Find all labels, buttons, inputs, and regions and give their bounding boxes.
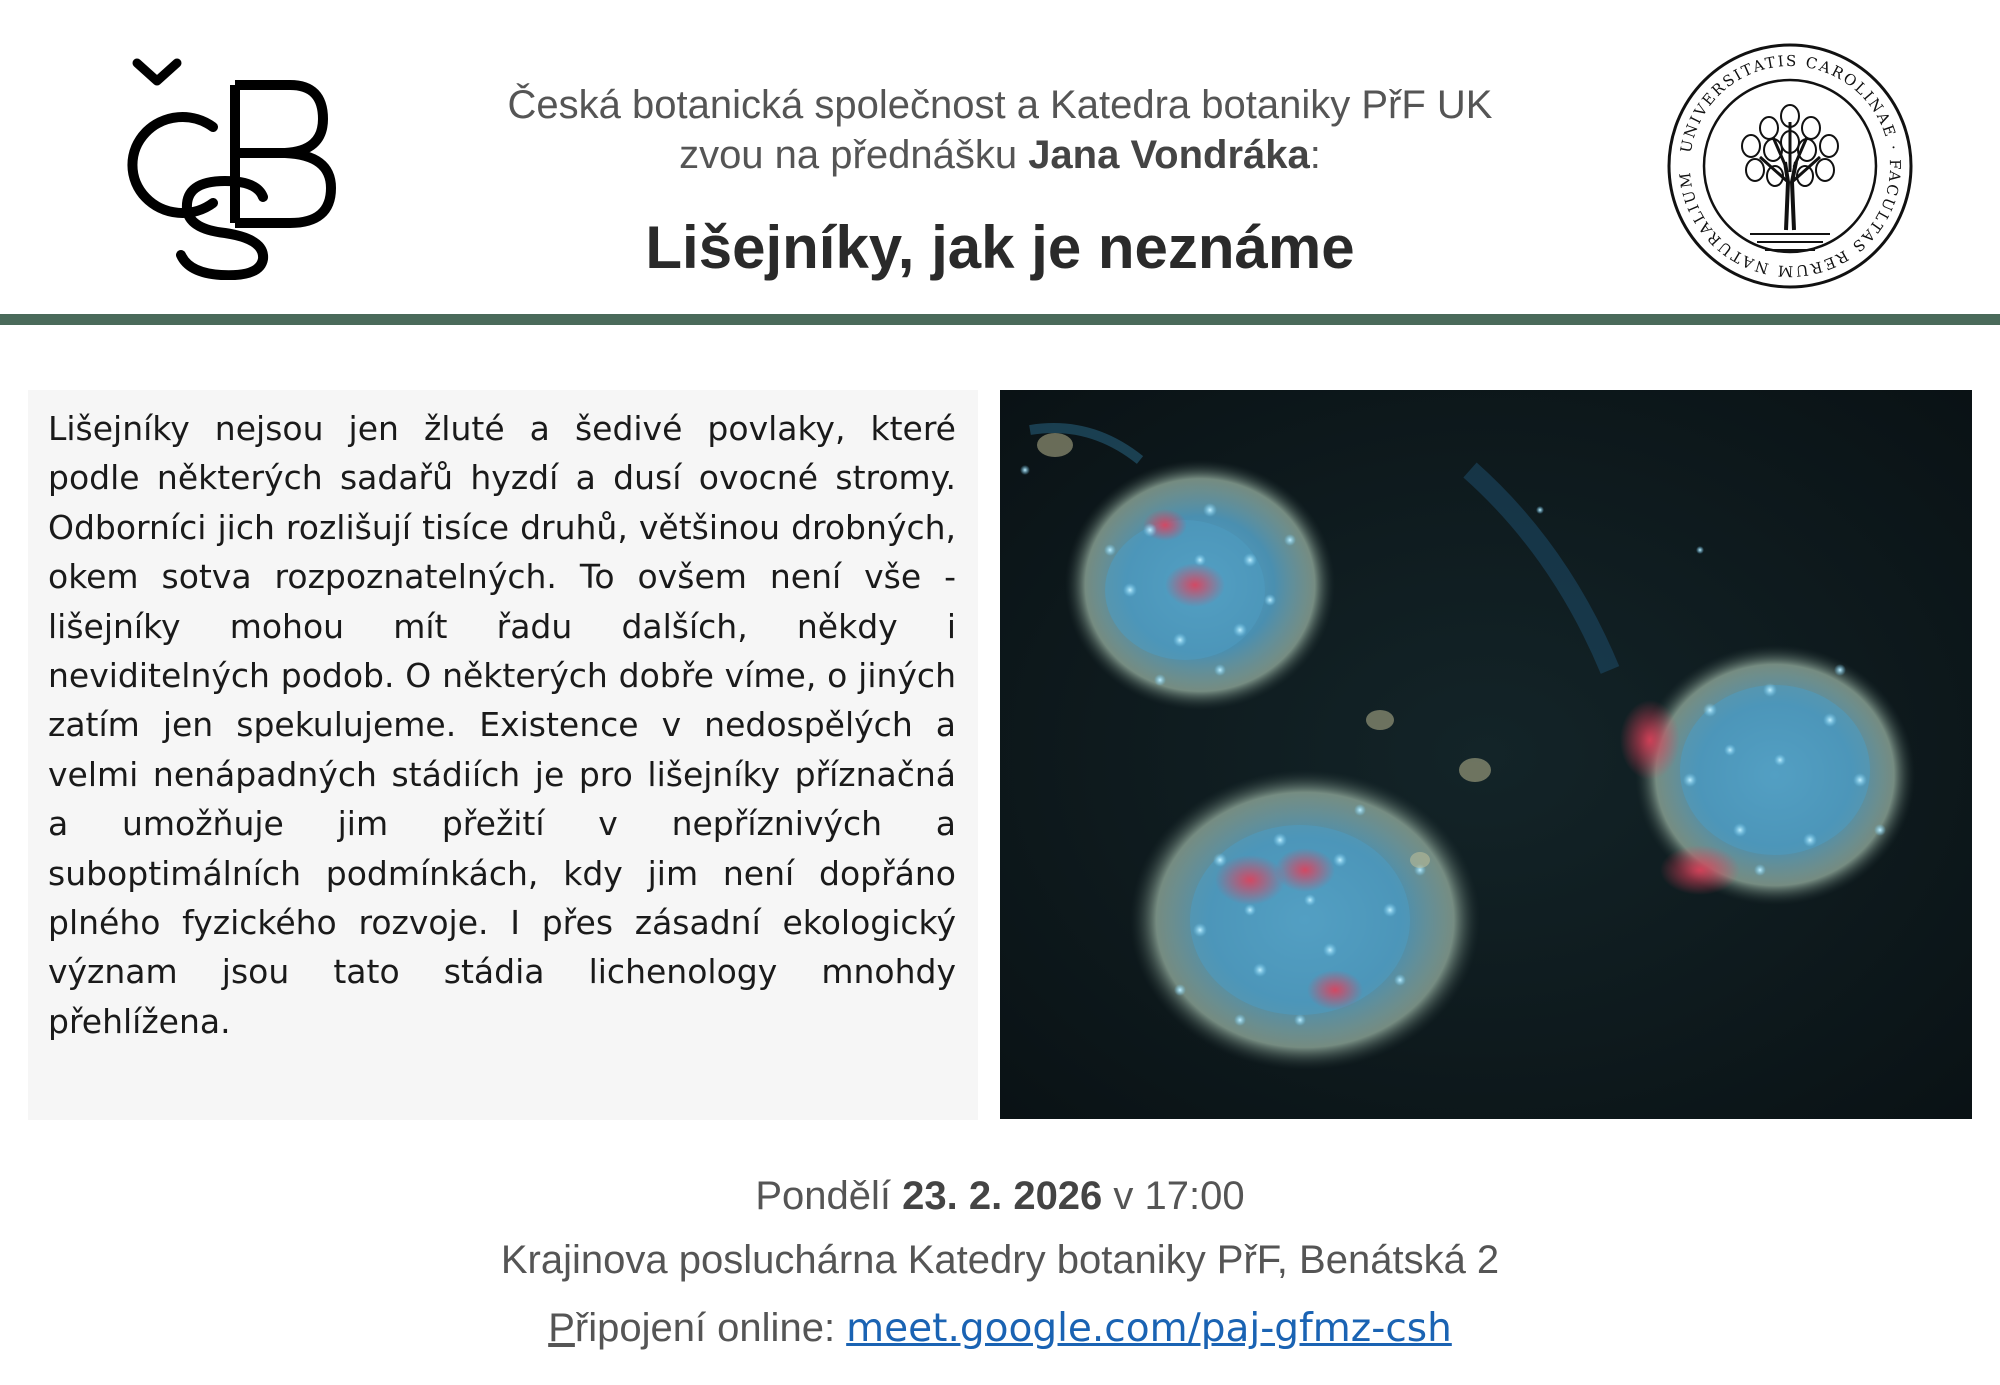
- abstract-text: Lišejníky nejsou jen žluté a šedivé povlaky, které podle některých sadařů hyzdí a dusí ovocné stromy. Odborníci jich rozlišují tisíce druhů, většinou drobných, okem sotva rozpoznatelných. To ovšem není vše - lišejníky mohou mít řadu dalších, někdy i neviditelných podob. O některých dobře víme, o jiných zatím jen spekulujeme. Existence v nedospělých a velmi nenápadných stádiích je pro lišejníky příznačná a umožňuje jim přežití v nepříznivých a suboptimálních podmínkách, kdy jim není dopřáno plného fyzického rozvoje. I přes zásadní ekologický význam jsou tato stádia lichenology mnohdy přehlížena.: [48, 409, 956, 1041]
- speaker-name: Jana Vondráka: [1028, 133, 1310, 177]
- invitation-suffix-text: :: [1309, 133, 1321, 177]
- invitation-line-2: [400, 130, 1600, 180]
- event-date-line: [200, 1170, 1800, 1222]
- csb-logo: [85, 55, 345, 280]
- invitation-prefix-text: zvou na přednášku: [679, 133, 1029, 177]
- event-time: v 17:00: [1102, 1174, 1245, 1218]
- abstract-panel: [28, 390, 978, 1120]
- online-label-first-letter: P: [548, 1306, 575, 1350]
- event-date: 23. 2. 2026: [902, 1174, 1103, 1218]
- event-place: Krajinova posluchárna Katedry botaniky PřF, Benátská 2: [500, 1238, 1500, 1282]
- online-connection-line: [200, 1302, 1800, 1355]
- online-label: řipojení online:: [574, 1306, 847, 1350]
- meet-link[interactable]: meet.google.com/paj-gfmz-csh: [846, 1306, 1452, 1351]
- charles-university-seal: [1665, 42, 1915, 290]
- invitation-org-text: Česká botanická společnost a Katedra botaniky PřF UK: [507, 83, 1493, 127]
- lichen-micrograph: [1000, 390, 1972, 1119]
- header-divider: [0, 314, 2000, 325]
- invitation-line-1: [400, 80, 1600, 130]
- lecture-title: Lišejníky, jak je neznáme: [645, 214, 1355, 281]
- seal-text: UNIVERSITATIS CAROLINAE · FACULTAS RERUM NATURALIUM: [1675, 51, 1905, 281]
- event-day: Pondělí: [755, 1174, 903, 1218]
